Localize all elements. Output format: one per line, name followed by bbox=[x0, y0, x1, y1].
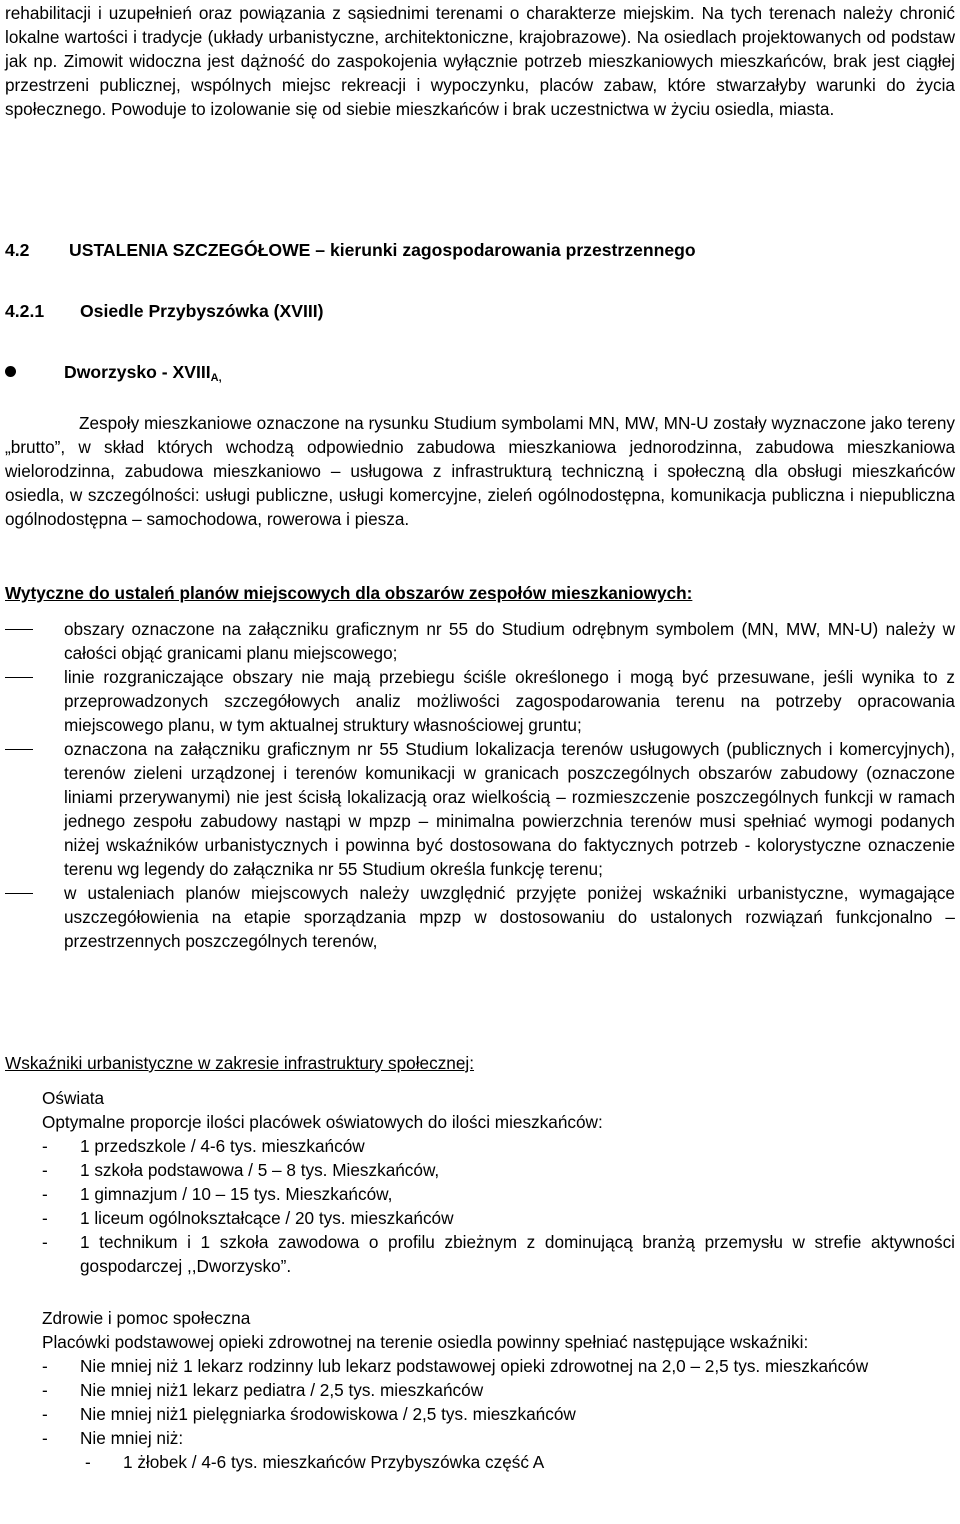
health-item: Nie mniej niż1 lekarz pediatra / 2,5 tys. mieszkańców bbox=[80, 1380, 484, 1400]
education-item: 1 liceum ogólnokształcące / 20 tys. mieszkańców bbox=[80, 1208, 454, 1228]
education-block bbox=[42, 1086, 955, 1278]
list-item bbox=[5, 617, 955, 665]
hyphen-marker: - bbox=[42, 1184, 48, 1204]
health-item: Nie mniej niż1 pielęgniarka środowiskowa / 2,5 tys. mieszkańców bbox=[80, 1404, 576, 1424]
dash-marker-icon bbox=[5, 749, 33, 750]
area-label: Dworzysko - XVIII bbox=[64, 362, 211, 382]
guidelines-list bbox=[5, 617, 955, 953]
zespoly-paragraph: Zespoły mieszkaniowe oznaczone na rysunku Studium symbolami MN, MW, MN-U zostały wyznaczone jako tereny „brutto”, w skład których wchodzą odpowiednio zabudowa mieszkaniowa jednorodzinna, zabudowa mieszkaniowa wielorodzinna, zabudowa mieszkaniowo – usługowa z infrastrukturą techniczną i społeczną dla obsługi mieszkańców osiedla, w szczególności: usługi publiczne, usługi komercyjne, zieleń ogólnodostępna, komunikacja publiczna i niepubliczna ogólnodostępna – samochodowa, rowerowa i piesza. bbox=[5, 413, 955, 529]
intro-section bbox=[5, 1, 955, 121]
list-item bbox=[42, 1182, 955, 1206]
hyphen-marker: - bbox=[42, 1380, 48, 1400]
health-item: Nie mniej niż: bbox=[80, 1428, 184, 1448]
list-item bbox=[5, 665, 955, 737]
guideline-text: obszary oznaczone na załączniku graficznym nr 55 do Studium odrębnym symbolem (MN, MW, MN-U) należy w całości objąć granicami planu miejscowego; bbox=[64, 619, 955, 663]
guideline-text: oznaczona na załączniku graficznym nr 55 Studium lokalizacja terenów usługowych (publicznych i komercyjnych), terenów zieleni urządzonej i terenów komunikacji w granicach poszczególnych obszarów zabudowy (oznaczone liniami przerywanymi) nie jest ścisłą lokalizacją oraz wielkością – rozmieszczenie poszczególnych funkcji w ramach jednego zespołu zabudowy nastąpi w mpzp – minimalna powierzchnia terenów musi spełniać wymogi podanych niżej wskaźników urbanistycznych i powinna być dostosowana do faktycznych potrzeb - kolorystyczne oznaczenie terenu wg legendy do załącznika nr 55 Studium określa funkcję terenu; bbox=[64, 739, 955, 879]
subsection-heading bbox=[5, 301, 323, 322]
list-item bbox=[42, 1354, 955, 1378]
hyphen-marker: - bbox=[42, 1136, 48, 1156]
health-title: Zdrowie i pomoc społeczna bbox=[42, 1308, 251, 1328]
section-heading bbox=[5, 240, 696, 261]
hyphen-marker: - bbox=[42, 1232, 48, 1252]
education-item: 1 gimnazjum / 10 – 15 tys. Mieszkańców, bbox=[80, 1184, 393, 1204]
education-item: 1 technikum i 1 szkoła zawodowa o profilu zbieżnym z dominującą branżą przemysłu w strefie aktywności gospodarczej ,,Dworzysko”. bbox=[80, 1232, 955, 1276]
area-subscript: A, bbox=[210, 372, 222, 384]
education-title: Oświata bbox=[42, 1088, 105, 1108]
health-lead: Placówki podstawowej opieki zdrowotnej na terenie osiedla powinny spełniać następujące wskaźniki: bbox=[42, 1332, 809, 1352]
dash-marker-icon bbox=[5, 677, 33, 678]
list-item bbox=[5, 881, 955, 953]
section-title: USTALENIA SZCZEGÓŁOWE – kierunki zagospodarowania przestrzennego bbox=[69, 240, 696, 260]
health-item: Nie mniej niż 1 lekarz rodzinny lub lekarz podstawowej opieki zdrowotnej na 2,0 – 2,5 tys. mieszkańców bbox=[80, 1356, 869, 1376]
hyphen-marker: - bbox=[85, 1452, 91, 1472]
health-subitem: 1 żłobek / 4-6 tys. mieszkańców Przybyszówka część A bbox=[123, 1452, 545, 1472]
education-item: 1 przedszkole / 4-6 tys. mieszkańców bbox=[80, 1136, 365, 1156]
list-item bbox=[5, 737, 955, 881]
subsection-title: Osiedle Przybyszówka (XVIII) bbox=[80, 301, 324, 321]
list-item bbox=[42, 1134, 955, 1158]
bullet-dot-icon bbox=[5, 366, 16, 377]
list-item bbox=[42, 1206, 955, 1230]
health-block bbox=[42, 1306, 955, 1474]
hyphen-marker: - bbox=[42, 1428, 48, 1448]
hyphen-marker: - bbox=[42, 1208, 48, 1228]
zespoly-section bbox=[5, 411, 955, 531]
education-lead: Optymalne proporcje ilości placówek oświatowych do ilości mieszkańców: bbox=[42, 1112, 603, 1132]
list-item bbox=[42, 1450, 955, 1474]
subsection-number: 4.2.1 bbox=[5, 301, 45, 321]
list-item bbox=[42, 1378, 955, 1402]
list-item bbox=[42, 1158, 955, 1182]
hyphen-marker: - bbox=[42, 1160, 48, 1180]
education-item: 1 szkoła podstawowa / 5 – 8 tys. Mieszkańców, bbox=[80, 1160, 440, 1180]
dash-marker-icon bbox=[5, 893, 33, 894]
hyphen-marker: - bbox=[42, 1356, 48, 1376]
list-item bbox=[42, 1230, 955, 1278]
guideline-text: w ustaleniach planów miejscowych należy uwzględnić przyjęte poniżej wskaźniki urbanistyczne, wymagające uszczegółowienia na etapie sporządzania mpzp w dostosowaniu do ustalonych rozwiązań funkcjonalno – przestrzennych poszczególnych terenów, bbox=[64, 883, 955, 951]
dash-marker-icon bbox=[5, 629, 33, 630]
hyphen-marker: - bbox=[42, 1404, 48, 1424]
list-item bbox=[42, 1426, 955, 1450]
section-number: 4.2 bbox=[5, 240, 30, 260]
guideline-text: linie rozgraniczające obszary nie mają przebiegu ściśle określonego i mogą być przesuwane, jeśli wynika to z przeprowadzonych szczegółowych analiz możliwości zagospodarowania terenu na potrzeby opracowania miejscowego planu, w tym aktualnej struktury własnościowej gruntu; bbox=[64, 667, 955, 735]
indicators-heading: Wskaźniki urbanistyczne w zakresie infrastruktury społecznej: bbox=[5, 1053, 475, 1073]
intro-paragraph: rehabilitacji i uzupełnień oraz powiązania z sąsiednimi terenami o charakterze miejskim. Na tych terenach należy chronić lokalne wartości i tradycje (układy urbanistyczne, architektoniczne, krajobrazowe). Na osiedlach projektowanych od podstaw jak np. Zimowit widoczna jest dążność do zaspokojenia wyłącznie potrzeb mieszkaniowych mieszkańców, brak jest ciągłej przestrzeni publicznej, wspólnych miejsc rekreacji i wypoczynku, placów zabaw, które stwarzałyby warunki do życia społecznego. Powoduje to izolowanie się od siebie mieszkańców i brak uczestnictwa w życiu osiedla, miasta. bbox=[5, 3, 955, 119]
guidelines-heading: Wytyczne do ustaleń planów miejscowych dla obszarów zespołów mieszkaniowych: bbox=[5, 583, 693, 603]
list-item bbox=[42, 1402, 955, 1426]
